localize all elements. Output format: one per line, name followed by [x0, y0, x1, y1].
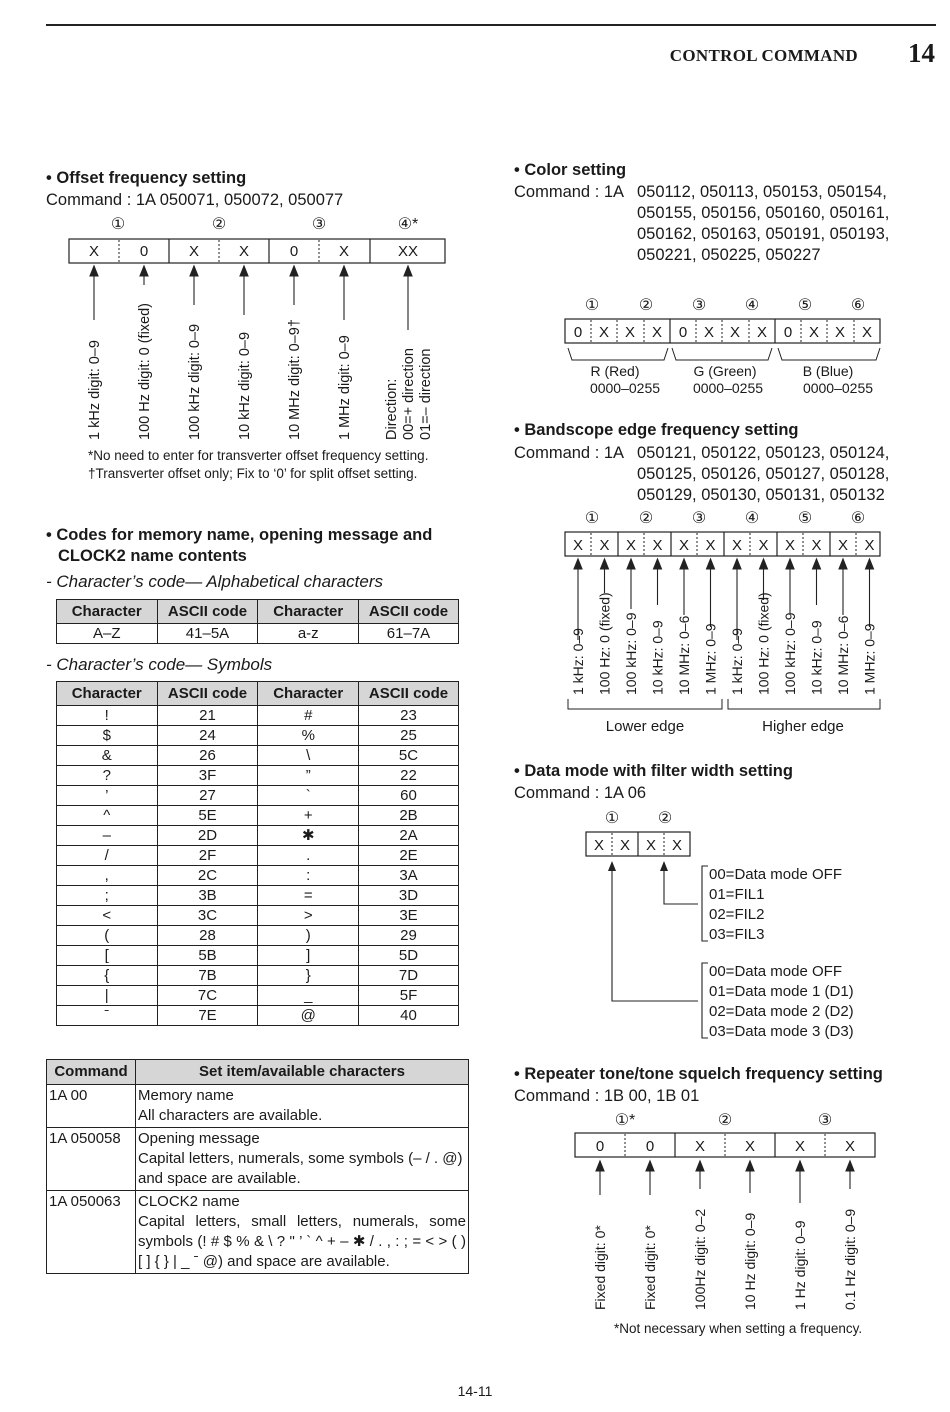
bandscope-label: 1 MHz: 0–9 — [861, 623, 878, 695]
text-label: ⑤ — [797, 510, 813, 527]
text-label: 5C — [358, 746, 458, 766]
col-header: Character — [258, 682, 359, 706]
table-row — [47, 1128, 469, 1191]
text-label: Capital letters, small letters, numerals, some symbols (! # $ % & \ ? " ’ ` ^ + – ✱ / . , : ; = < > ( ) [ ] { } | _ ˉ @) and space are available. — [138, 1213, 466, 1270]
offset-direction-minus: 01=– direction — [418, 348, 434, 440]
offset-label: 10 kHz digit: 0–9 — [237, 331, 253, 440]
text-label: ④ — [744, 510, 760, 527]
table-row — [57, 906, 459, 926]
text-label: } — [258, 966, 359, 986]
text-label: 0 — [573, 324, 583, 341]
text-label: ① — [584, 510, 600, 527]
text-label: a-z — [258, 624, 359, 644]
text-label: 7D — [358, 966, 458, 986]
text-label: , — [57, 866, 158, 886]
offset-num-1: ① — [110, 216, 126, 233]
text-label: 60 — [358, 786, 458, 806]
text-label: Opening message — [138, 1130, 260, 1147]
lower-edge-label: Lower edge — [605, 718, 685, 735]
bandscope-diagram — [560, 503, 890, 743]
table-row — [57, 1006, 459, 1026]
offset-cell: X — [88, 243, 100, 260]
text-label: [ — [57, 946, 158, 966]
bandscope-cell: X — [758, 537, 769, 554]
repeater-note: *Not necessary when setting a frequency. — [614, 1321, 863, 1336]
text-label: Memory name — [138, 1087, 234, 1104]
offset-note-1: *No need to enter for transverter offset frequency setting. — [88, 448, 429, 463]
text-label: X — [598, 324, 610, 341]
text-label: & — [57, 746, 158, 766]
offset-cell: XX — [397, 243, 419, 260]
offset-num-3: ③ — [311, 216, 327, 233]
text-label: ①* — [614, 1112, 636, 1129]
color-diagram — [560, 290, 890, 405]
bandscope-label: 10 MHz: 0–6 — [835, 615, 851, 695]
text-label: 2F — [157, 846, 258, 866]
text-label: ^ — [57, 806, 158, 826]
text-label: 3B — [157, 886, 258, 906]
text-label: 0.1 Hz digit: 0–9 — [842, 1208, 858, 1310]
bandscope-label: 1 kHz: 0–9 — [570, 628, 586, 695]
bandscope-cell: X — [864, 537, 875, 554]
text-label: ② — [657, 810, 673, 827]
text-label: Capital letters, numerals, some symbols (– / . @) and space are available. — [138, 1150, 463, 1187]
text-label: ① — [584, 297, 600, 314]
text-label: ] — [258, 946, 359, 966]
text-label: 2E — [358, 846, 458, 866]
text-label: ⑥ — [850, 297, 866, 314]
alpha-table — [56, 599, 459, 644]
text-label: 27 — [157, 786, 258, 806]
bandscope-cell: X — [599, 537, 610, 554]
text-label: 2D — [157, 826, 258, 846]
text-label: R (Red) — [590, 363, 640, 379]
table-row — [57, 846, 459, 866]
col-header: ASCII code — [358, 682, 458, 706]
text-label: ’ — [57, 786, 158, 806]
text-label: 050155, 050156, 050160, 050161, — [637, 204, 890, 222]
text-label: X — [844, 1138, 856, 1155]
offset-label: 1 kHz digit: 0–9 — [87, 340, 103, 440]
text-label: 02=FIL2 — [709, 906, 765, 923]
text-label: 050112, 050113, 050153, 050154, — [637, 183, 887, 201]
offset-cell: X — [338, 243, 350, 260]
text-label: 0 — [645, 1138, 655, 1155]
text-label: 41–5A — [157, 624, 258, 644]
text-label: 050125, 050126, 050127, 050128, — [637, 465, 890, 483]
offset-note-2: †Transverter offset only; Fix to ‘0’ for split offset setting. — [88, 466, 418, 481]
text-label: 26 — [157, 746, 258, 766]
text-label: 03=FIL3 — [709, 926, 765, 943]
text-label: ” — [258, 766, 359, 786]
col-header: ASCII code — [157, 682, 258, 706]
text-label: . — [258, 846, 359, 866]
bandscope-label: 1 MHz: 0–9 — [702, 623, 719, 695]
col-header: Character — [258, 600, 359, 624]
col-header: ASCII code — [358, 600, 458, 624]
text-label: ` — [258, 786, 359, 806]
text-label: X — [703, 324, 715, 341]
text-label: 1A 050063 — [47, 1191, 136, 1274]
offset-direction-plus: 00=+ direction — [401, 348, 417, 440]
text-label: _ — [258, 986, 359, 1006]
text-label: X — [808, 324, 820, 341]
text-label: CLOCK2 name — [138, 1193, 240, 1210]
col-header: Set item/available characters — [136, 1060, 469, 1085]
text-label: 0 — [783, 324, 793, 341]
text-label: X — [861, 324, 873, 341]
text-label: ① — [604, 810, 620, 827]
repeater-command: Command : 1B 00, 1B 01 — [514, 1087, 700, 1105]
offset-direction-title: Direction: — [384, 378, 400, 440]
text-label: 02=Data mode 2 (D2) — [709, 1003, 854, 1020]
bandscope-cell: X — [731, 537, 743, 554]
offset-label: 100 kHz digit: 0–9 — [187, 323, 203, 440]
text-label: 5E — [157, 806, 258, 826]
text-label: ; — [57, 886, 158, 906]
offset-num-4: ④* — [397, 216, 419, 233]
table-row — [57, 706, 459, 726]
color-command-list — [637, 182, 889, 266]
offset-label: 1 MHz digit: 0–9 — [337, 335, 353, 440]
text-label: ③ — [691, 297, 707, 314]
bandscope-cell: X — [625, 537, 637, 554]
page-number: 14-11 — [457, 1383, 493, 1399]
bandscope-cell: X — [678, 537, 690, 554]
text-label: 1 Hz digit: 0–9 — [792, 1220, 808, 1310]
col-header: Character — [57, 600, 158, 624]
text-label: 7B — [157, 966, 258, 986]
offset-num-2: ② — [211, 216, 227, 233]
bandscope-label: 100 kHz: 0–9 — [623, 612, 639, 695]
text-label: 5B — [157, 946, 258, 966]
text-label: = — [258, 886, 359, 906]
text-label: 2C — [157, 866, 258, 886]
text-label: X — [651, 324, 663, 341]
text-label: < — [57, 906, 158, 926]
text-label: 24 — [157, 726, 258, 746]
text-label: ② — [638, 510, 654, 527]
codes-heading: • Codes for memory name, opening message and — [46, 526, 433, 544]
table-row — [57, 826, 459, 846]
table-row — [57, 866, 459, 886]
text-label: 01=FIL1 — [709, 886, 765, 903]
text-label: 3F — [157, 766, 258, 786]
text-label: Fixed digit: 0* — [642, 1225, 658, 1310]
header-rule — [46, 24, 936, 26]
text-label: – — [57, 826, 158, 846]
bandscope-label: 100 Hz: 0 (fixed) — [596, 592, 613, 695]
sym-title: - Character’s code— Symbols — [46, 655, 273, 674]
bandscope-cell: X — [837, 537, 849, 554]
text-label: % — [258, 726, 359, 746]
text-label: ③ — [817, 1112, 833, 1129]
text-label: ! — [57, 706, 158, 726]
text-label: 3E — [358, 906, 458, 926]
text-label: 5D — [358, 946, 458, 966]
bandscope-label: 10 kHz: 0–9 — [649, 620, 666, 695]
text-label: ⑥ — [850, 510, 866, 527]
repeater-diagram — [570, 1105, 890, 1317]
text-label: 3D — [358, 886, 458, 906]
text-label: X — [744, 1138, 756, 1155]
text-label: 3C — [157, 906, 258, 926]
text-label: ④ — [744, 297, 760, 314]
table-row — [57, 966, 459, 986]
text-label: 100Hz digit: 0–2 — [692, 1208, 708, 1310]
text-label: 7E — [157, 1006, 258, 1026]
table-row — [57, 766, 459, 786]
text-label: ③ — [691, 510, 707, 527]
text-label: 050162, 050163, 050191, 050193, — [637, 225, 890, 243]
repeater-heading: • Repeater tone/tone squelch frequency setting — [514, 1065, 883, 1083]
offset-cell: X — [188, 243, 200, 260]
text-label: : — [258, 866, 359, 886]
text-label: 29 — [358, 926, 458, 946]
text-label: ② — [638, 297, 654, 314]
text-label: X — [624, 324, 636, 341]
text-label: ✱ — [258, 826, 359, 846]
bandscope-cell: X — [652, 537, 663, 554]
table-row — [57, 926, 459, 946]
col-header: Character — [57, 682, 158, 706]
text-label: ( — [57, 926, 158, 946]
text-label: { — [57, 966, 158, 986]
datamode-diagram — [580, 803, 900, 1043]
command-table — [46, 1059, 469, 1274]
text-label: 00=Data mode OFF — [709, 963, 842, 980]
table-row — [57, 886, 459, 906]
text-label: X — [794, 1138, 806, 1155]
bandscope-cell: X — [811, 537, 822, 554]
text-label: 0000–0255 — [692, 380, 764, 396]
col-header: ASCII code — [157, 600, 258, 624]
text-label: # — [258, 706, 359, 726]
text-label: 0 — [678, 324, 688, 341]
offset-cell: 0 — [289, 243, 299, 260]
table-row — [57, 986, 459, 1006]
text-label: 00=Data mode OFF — [709, 866, 842, 883]
text-label: 61–7A — [358, 624, 458, 644]
text-label: 5F — [358, 986, 458, 1006]
table-row — [57, 624, 459, 644]
datamode-heading: • Data mode with filter width setting — [514, 762, 793, 780]
text-label: 0000–0255 — [802, 380, 874, 396]
text-label: | — [57, 986, 158, 1006]
text-label: 0000–0255 — [589, 380, 661, 396]
text-label: 050121, 050122, 050123, 050124, — [637, 444, 890, 462]
offset-label: 10 MHz digit: 0–9† — [287, 319, 303, 440]
text-label: Fixed digit: 0* — [592, 1225, 608, 1310]
bandscope-command-label: Command : 1A — [514, 444, 625, 462]
bandscope-cell: X — [705, 537, 716, 554]
text-label: X — [834, 324, 846, 341]
text-label: 40 — [358, 1006, 458, 1026]
text-label: 28 — [157, 926, 258, 946]
text-label: ② — [717, 1112, 733, 1129]
table-row — [57, 746, 459, 766]
text-label: / — [57, 846, 158, 866]
table-row — [57, 806, 459, 826]
offset-label: 100 Hz digit: 0 (fixed) — [137, 302, 153, 440]
text-label: X — [729, 324, 741, 341]
table-row — [57, 726, 459, 746]
text-label: 3A — [358, 866, 458, 886]
offset-command: Command : 1A 050071, 050072, 050077 — [46, 191, 344, 209]
text-label: ⑤ — [797, 297, 813, 314]
higher-edge-label: Higher edge — [762, 718, 844, 735]
text-label: 050221, 050225, 050227 — [637, 246, 821, 264]
text-label: @ — [258, 1006, 359, 1026]
text-label: 1A 050058 — [47, 1128, 136, 1191]
text-label: 7C — [157, 986, 258, 1006]
text-label: X — [645, 837, 657, 854]
table-row — [47, 1191, 469, 1274]
offset-cell: 0 — [139, 243, 149, 260]
text-label: ? — [57, 766, 158, 786]
text-label: 25 — [358, 726, 458, 746]
bandscope-heading: • Bandscope edge frequency setting — [514, 421, 799, 439]
text-label: X — [694, 1138, 706, 1155]
text-label: \ — [258, 746, 359, 766]
text-label: A–Z — [57, 624, 158, 644]
text-label: 1A 00 — [47, 1085, 136, 1128]
bandscope-label: 10 MHz: 0–6 — [676, 615, 692, 695]
bandscope-label: 1 kHz: 0–9 — [729, 628, 745, 695]
text-label: 050129, 050130, 050131, 050132 — [637, 486, 885, 504]
symbols-table — [56, 681, 459, 1026]
table-row — [57, 946, 459, 966]
bandscope-label: 100 Hz: 0 (fixed) — [755, 592, 772, 695]
bandscope-label: 10 kHz: 0–9 — [808, 620, 825, 695]
text-label: 23 — [358, 706, 458, 726]
text-label: 0 — [595, 1138, 605, 1155]
text-label: B (Blue) — [802, 363, 854, 379]
text-label: X — [756, 324, 768, 341]
text-label: 03=Data mode 3 (D3) — [709, 1023, 854, 1040]
text-label: 01=Data mode 1 (D1) — [709, 983, 854, 1000]
bandscope-cell: X — [784, 537, 796, 554]
text-label: 10 Hz digit: 0–9 — [742, 1212, 758, 1310]
offset-heading: • Offset frequency setting — [46, 169, 247, 187]
bandscope-cell: X — [572, 537, 584, 554]
table-row — [47, 1085, 469, 1128]
table-row — [57, 786, 459, 806]
text-label: > — [258, 906, 359, 926]
color-command-label: Command : 1A — [514, 183, 625, 201]
codes-heading-2: CLOCK2 name contents — [58, 547, 247, 565]
text-label: 2B — [358, 806, 458, 826]
text-label: 2A — [358, 826, 458, 846]
text-label: G (Green) — [693, 363, 757, 379]
bandscope-label: 100 kHz: 0–9 — [782, 612, 798, 695]
text-label: X — [619, 837, 631, 854]
text-label: ˉ — [57, 1006, 158, 1026]
alpha-title: - Character’s code— Alphabetical characters — [46, 572, 384, 591]
header-title: CONTROL COMMAND — [669, 46, 858, 65]
text-label: X — [593, 837, 605, 854]
chapter-number: 14 — [908, 38, 935, 68]
text-label: All characters are available. — [138, 1107, 323, 1124]
text-label: X — [671, 837, 683, 854]
text-label: $ — [57, 726, 158, 746]
offset-cell: X — [238, 243, 250, 260]
text-label: ) — [258, 926, 359, 946]
text-label: 22 — [358, 766, 458, 786]
datamode-command: Command : 1A 06 — [514, 784, 647, 802]
text-label: + — [258, 806, 359, 826]
color-heading: • Color setting — [514, 161, 627, 179]
col-header: Command — [47, 1060, 136, 1085]
bandscope-command-list — [637, 443, 889, 506]
text-label: 21 — [157, 706, 258, 726]
